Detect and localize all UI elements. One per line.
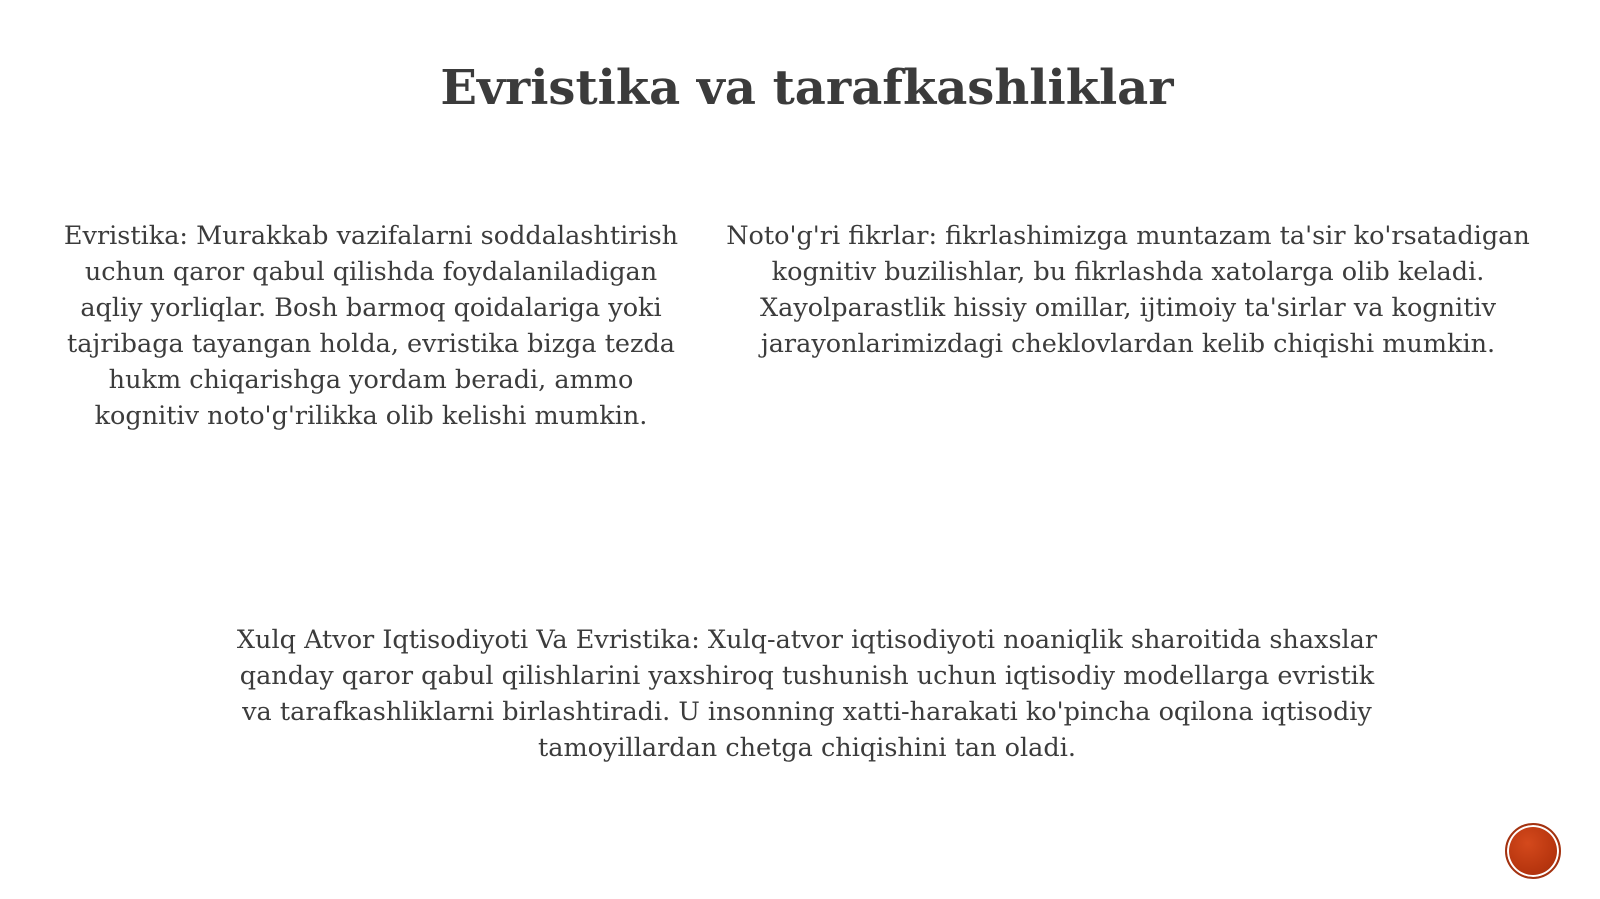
- circle-nav-icon[interactable]: [1505, 823, 1561, 879]
- biases-text-block: Noto'g'ri fikrlar: fikrlashimizga muntazam ta'sir ko'rsatadigan kognitiv buzilishlar, bu fikrlashda xatolarga olib keladi. Xayolparastlik hissiy omillar, ijtimoiy ta'sirlar va kognitiv jarayonlarimizdagi cheklovlardan kelib chiqishi mumkin.: [726, 221, 1530, 359]
- heuristics-text-block: Evristika: Murakkab vazifalarni soddalashtirish uchun qaror qabul qilishda foydalaniladigan aqliy yorliqlar. Bosh barmoq qoidalariga yoki tajribaga tayangan holda, evristika bizga tezda hukm chiqarishga yordam beradi, ammo kognitiv noto'g'rilikka olib kelishi mumkin.: [63, 221, 679, 431]
- behavioral-economics-text-block: Xulq Atvor Iqtisodiyoti Va Evristika: Xulq-atvor iqtisodiyoti noaniqlik sharoitida shaxslar qanday qaror qabul qilishlarini yaxshiroq tushunish uchun iqtisodiy modellarga evristik va tarafkashliklarni birlashtiradi. U insonning xatti-harakati ko'pincha oqilona iqtisodiy tamoyillardan chetga chiqishini tan oladi.: [236, 625, 1378, 763]
- slide-title: Evristika va tarafkashliklar: [440, 60, 1174, 116]
